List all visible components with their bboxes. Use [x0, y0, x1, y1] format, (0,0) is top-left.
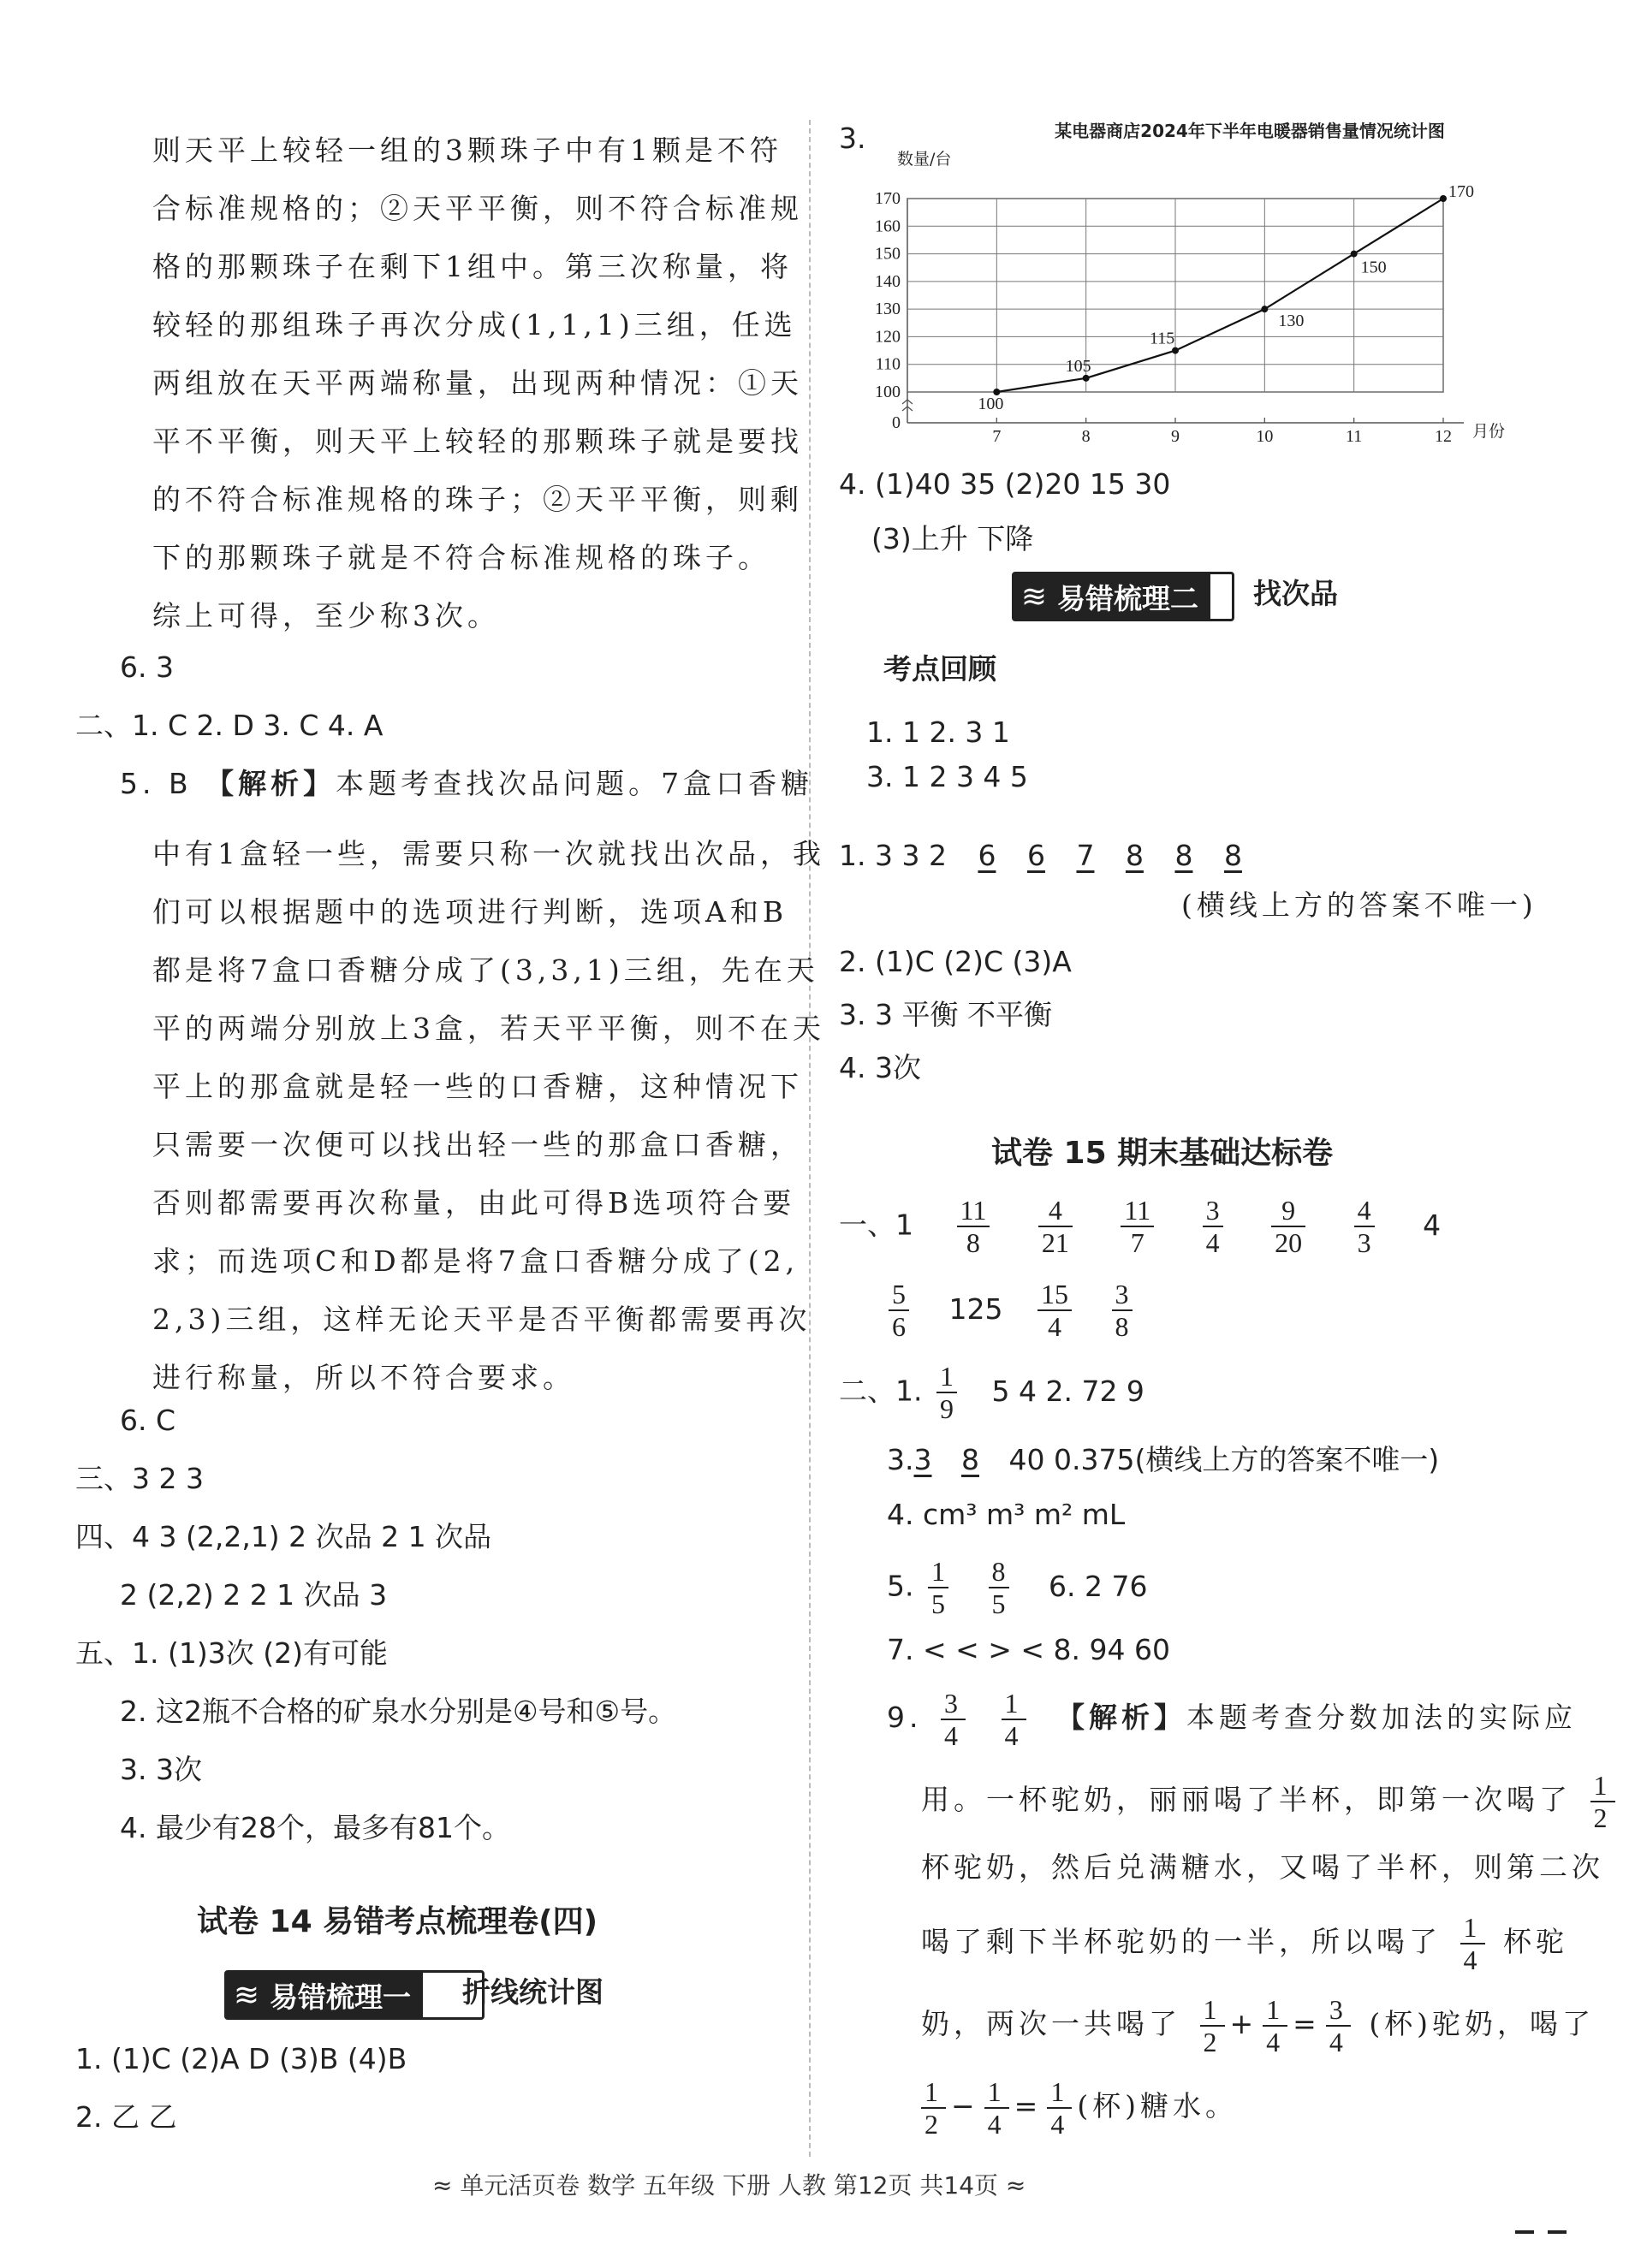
answer-5-explanation [152, 825, 825, 1407]
fraction: $\frac{11}{8}$ [957, 1195, 990, 1258]
underlined-answer: 6 [978, 839, 996, 872]
section-5-q1: 五、1. (1)3次 (2)有可能 [75, 1636, 388, 1670]
fraction: $\frac{5}{6}$ [889, 1279, 909, 1342]
data-point [1172, 347, 1179, 354]
section-5-q3: 3. 3次 [120, 1753, 202, 1786]
fraction: $\frac{3}{4}$ [1326, 1994, 1351, 2057]
text-line: 的不符合标准规格的珠子；②天平平衡，则剩 [152, 483, 803, 516]
fraction: $\frac{3}{4}$ [1203, 1195, 1223, 1258]
s5-rest: 6. 2 76 [1049, 1569, 1148, 1603]
wave-icon: ≋ [227, 1973, 266, 2017]
s9-line4 [921, 1912, 1568, 1975]
text-line: 喝了剩下半杯驼奶的一半，所以喝了 [921, 1925, 1442, 1958]
x-axis-label: 月份 [1472, 422, 1506, 441]
q4-line2: (3)上升 下降 [871, 522, 1034, 555]
y-tick-label: 130 [875, 300, 901, 319]
data-label: 170 [1448, 182, 1474, 201]
series-line [996, 199, 1443, 392]
y-tick-label: 0 [892, 413, 901, 432]
paper14-q2: 2. 乙 乙 [75, 2100, 177, 2134]
paper-14-title: 试卷 14 易错考点梳理卷(四) [197, 1904, 598, 1939]
text-line: 格的那颗珠子在剩下1组中。第三次称量，将 [152, 250, 793, 283]
y-tick-label: 160 [875, 217, 901, 236]
fraction: $\frac{1}{5}$ [928, 1556, 948, 1619]
tag-label: 易错梳理一 [266, 1973, 423, 2017]
corner-mark [1515, 2230, 1534, 2234]
fraction: $\frac{11}{7}$ [1121, 1195, 1154, 1258]
text-line: 平上的那盒就是轻一些的口香糖，这种情况下 [152, 1070, 803, 1103]
s9-line6: $\frac{1}{2}$ − $\frac{1}{4}$ = $\frac{1}{4}$ (杯)糖水。 [916, 2076, 1238, 2140]
y-tick-label: 170 [875, 189, 901, 208]
text-line: 用。一杯驼奶，丽丽喝了半杯，即第一次喝了 [921, 1783, 1572, 1816]
y-tick-label: 140 [875, 271, 901, 291]
fraction: $\frac{3}{4}$ [941, 1688, 966, 1751]
s2-rest: 5 4 2. 72 9 [991, 1374, 1144, 1408]
kaodian-line1: 1. 1 2. 3 1 [866, 715, 1010, 749]
fraction: $\frac{1}{4}$ [1047, 2076, 1072, 2140]
underlined-answer: 8 [1125, 839, 1144, 872]
r1-answers [839, 839, 1242, 873]
answer-5-first-line [120, 767, 813, 801]
text-line: 合标准规格的；②天平平衡，则不符合标准规 [152, 192, 803, 225]
y-tick-label: 100 [875, 383, 901, 401]
s1-tail: 4 [1423, 1208, 1442, 1242]
text-line: 只需要一次便可以找出轻一些的那盒口香糖， [152, 1128, 803, 1161]
underlined-answer: 8 [1223, 839, 1242, 872]
underlined-answer: 3 [913, 1443, 932, 1476]
s5-line [887, 1556, 1147, 1619]
q4-line1: 4. (1)40 35 (2)20 15 30 [839, 467, 1171, 501]
text-line: 综上可得，至少称3次。 [152, 599, 500, 632]
text-line: 否则都需要再次称量，由此可得B选项符合要 [152, 1186, 796, 1220]
line-chart [856, 111, 1541, 454]
s1-line2 [883, 1279, 1138, 1342]
fraction: $\frac{1}{4}$ [1460, 1912, 1485, 1975]
text-line: (杯)驼奶，喝了 [1369, 2007, 1596, 2040]
s2-label: 二、1. [839, 1374, 923, 1408]
tag-topic: 折线统计图 [462, 1975, 603, 2009]
r4: 4. 3次 [839, 1051, 921, 1084]
y-tick-label: 150 [875, 244, 901, 264]
tag-label: 易错梳理二 [1054, 574, 1210, 619]
r1-prefix: 1. 3 3 2 [839, 839, 947, 872]
s9-line1 [887, 1688, 1577, 1751]
y-tick-label: 110 [875, 354, 901, 374]
text-line: 则天平上较轻一组的3颗珠子中有1颗是不符 [152, 134, 782, 167]
text-line: 下的那颗珠子就是不符合标准规格的珠子。 [152, 541, 770, 574]
text-line: 平不平衡，则天平上较轻的那颗珠子就是要找 [152, 425, 803, 458]
s1-line1 [839, 1195, 1441, 1258]
r3: 3. 3 平衡 不平衡 [839, 998, 1052, 1031]
text-line: 中有1盒轻一些，需要只称一次就找出次品，我 [152, 837, 825, 870]
text-line: 杯驼 [1503, 1925, 1568, 1958]
fraction: $\frac{1}{9}$ [936, 1361, 957, 1424]
r1-note: (横线上方的答案不唯一) [1181, 888, 1537, 922]
text-line: 2,3)三组，这样无论天平是否平衡都需要再次 [152, 1303, 812, 1336]
underlined-answer: 8 [961, 1443, 979, 1476]
data-label: 115 [1150, 329, 1175, 348]
section-2-answers: 二、1. C 2. D 3. C 4. A [75, 709, 383, 742]
s1-mid: 125 [948, 1291, 1003, 1326]
x-tick-label: 11 [1346, 427, 1363, 446]
fraction: $\frac{4}{21}$ [1038, 1195, 1073, 1258]
fraction: $\frac{3}{8}$ [1112, 1279, 1133, 1342]
x-tick-label: 10 [1256, 427, 1274, 446]
data-label: 150 [1360, 258, 1387, 277]
y-tick-label: 120 [875, 327, 901, 347]
underlined-answer: 8 [1174, 839, 1193, 872]
tag-topic: 找次品 [1253, 577, 1338, 610]
answer-6: 6. 3 [120, 650, 174, 684]
s9-label: 9. [887, 1701, 923, 1734]
s2-line [839, 1361, 1144, 1424]
s7-line: 7. < < > < 8. 94 60 [887, 1633, 1170, 1666]
s9-line3: 杯驼奶，然后兑满糖水，又喝了半杯，则第二次 [921, 1850, 1604, 1884]
tag-box [1012, 572, 1234, 621]
s9-line2 [921, 1770, 1620, 1833]
s1-label: 一、1 [839, 1208, 913, 1242]
section-5-q4: 4. 最少有28个，最多有81个。 [120, 1811, 510, 1844]
text-line: 较轻的那组珠子再次分成(1,1,1)三组，任选 [152, 308, 797, 341]
fraction: $\frac{1}{2}$ [1590, 1770, 1615, 1833]
answer-6c: 6. C [120, 1404, 176, 1437]
text-line: 本题考查分数加法的实际应 [1186, 1701, 1577, 1734]
x-tick-label: 9 [1171, 427, 1180, 446]
s5-label: 5. [887, 1569, 914, 1603]
tag-cuotishuli-1 [224, 1970, 635, 2018]
underlined-answer: 7 [1076, 839, 1095, 872]
s4-line: 4. cm³ m³ m² mL [887, 1498, 1126, 1531]
fraction: $\frac{8}{5}$ [989, 1556, 1009, 1619]
fraction: $\frac{9}{20}$ [1271, 1195, 1305, 1258]
paper-15-title: 试卷 15 期末基础达标卷 [991, 1136, 1334, 1171]
underlined-answer: 6 [1026, 839, 1045, 872]
data-label: 130 [1278, 312, 1305, 331]
text-line: 平的两端分别放上3盒，若天平平衡，则不在天 [152, 1012, 825, 1045]
x-tick-label: 7 [992, 427, 1002, 446]
text-line: 们可以根据题中的选项进行判断，选项A和B [152, 895, 788, 929]
data-point [1351, 251, 1358, 258]
text-line: 本题考查找次品问题。7盒口香糖 [336, 767, 814, 800]
s3-line [887, 1443, 1439, 1477]
r2: 2. (1)C (2)C (3)A [839, 945, 1072, 978]
data-point [1440, 195, 1447, 202]
text-line: 两组放在天平两端称量，出现两种情况：①天 [152, 366, 803, 400]
fraction: $\frac{1}{4}$ [1002, 1688, 1026, 1751]
x-tick-label: 8 [1081, 427, 1091, 446]
section-4-answers-cont: 2 (2,2) 2 2 1 次品 3 [120, 1578, 388, 1612]
s3-prefix: 3. [887, 1443, 914, 1476]
page-footer: ≈ 单元活页卷 数学 五年级 下册 人教 第12页 共14页 ≈ [432, 2171, 1026, 2200]
q3-label: 3. [839, 122, 866, 155]
section-5-q2: 2. 这2瓶不合格的矿泉水分别是④号和⑤号。 [120, 1695, 677, 1728]
section-4-answers: 四、4 3 (2,2,1) 2 次品 2 1 次品 [75, 1520, 492, 1553]
data-point [1261, 306, 1268, 312]
x-tick-label: 12 [1435, 427, 1452, 446]
fraction: $\frac{1}{2}$ [1200, 1994, 1225, 2057]
text-line: 求；而选项C和D都是将7盒口香糖分成了(2, [152, 1244, 800, 1278]
text-line: 奶，两次一共喝了 [921, 2007, 1181, 2040]
fraction: $\frac{1}{4}$ [984, 2076, 1009, 2140]
s9-line5: 奶，两次一共喝了 $\frac{1}{2}$ + $\frac{1}{4}$ = $\frac{3}{4}$ (杯)驼奶，喝了 [921, 1994, 1596, 2057]
wave-icon: ≋ [1014, 574, 1054, 619]
jiexi-label: 【解析】 [1056, 1701, 1186, 1734]
tag-cuotishuli-2 [1012, 572, 1388, 620]
chart-title: 某电器商店2024年下半年电暖器销售量情况统计图 [1055, 121, 1445, 141]
paper14-q1: 1. (1)C (2)A D (3)B (4)B [75, 2042, 407, 2075]
fraction: $\frac{1}{2}$ [921, 2076, 946, 2140]
tag-box [224, 1970, 485, 2020]
answer-5-label: 5. B [120, 767, 193, 800]
corner-mark [1548, 2230, 1567, 2234]
para-continued [152, 122, 803, 645]
fraction: $\frac{1}{4}$ [1263, 1994, 1287, 2057]
fraction: $\frac{15}{4}$ [1037, 1279, 1072, 1342]
text-line: 进行称量，所以不符合要求。 [152, 1361, 575, 1394]
fraction: $\frac{4}{3}$ [1354, 1195, 1375, 1258]
kaodian-line2: 3. 1 2 3 4 5 [866, 760, 1028, 793]
s3-rest: 40 0.375(横线上方的答案不唯一) [1008, 1443, 1440, 1476]
y-axis-label: 数量/台 [897, 150, 952, 169]
data-point [1083, 375, 1090, 382]
text-line: (杯)糖水。 [1077, 2089, 1239, 2123]
section-3-answers: 三、3 2 3 [75, 1462, 204, 1495]
text-line: 都是将7盒口香糖分成了(3,3,1)三组，先在天 [152, 953, 819, 987]
data-label: 100 [978, 395, 1004, 413]
kaodian-heading: 考点回顾 [883, 652, 996, 686]
data-label: 105 [1065, 356, 1091, 376]
jiexi-label: 【解析】 [205, 767, 336, 800]
